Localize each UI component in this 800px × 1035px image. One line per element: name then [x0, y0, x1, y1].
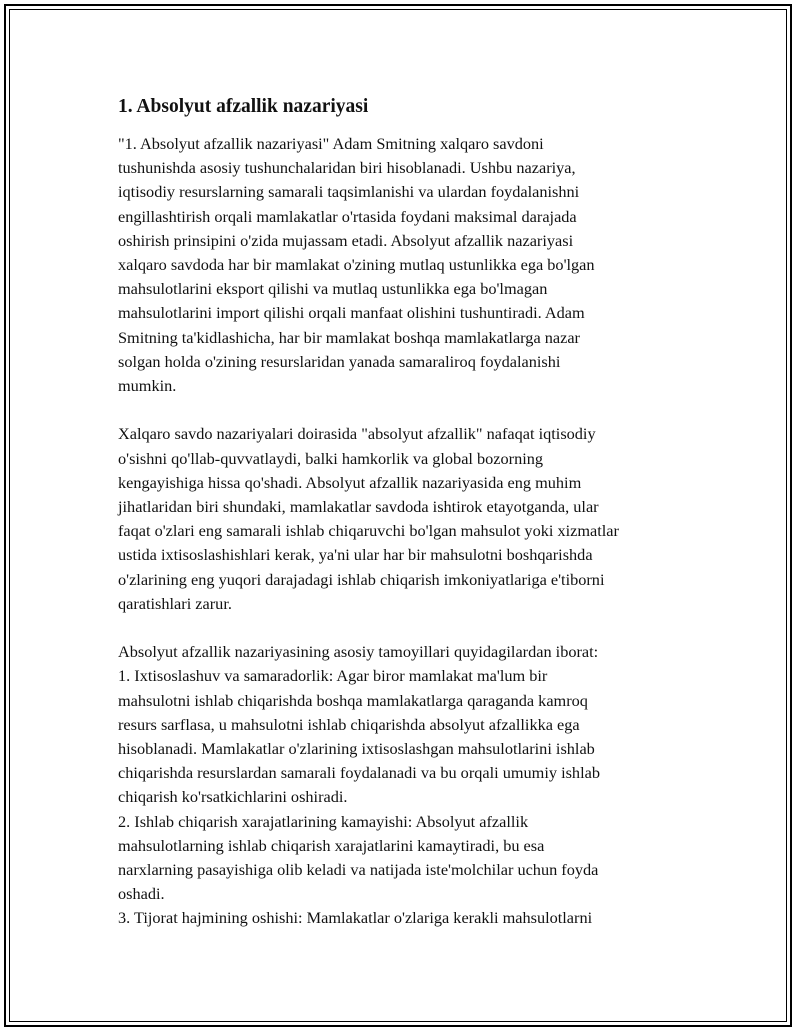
list-item-line: mahsulotni ishlab chiqarishda boshqa mamlakatlarga qaraganda kamroq	[118, 690, 588, 710]
paragraph-line: engillashtirish orqali mamlakatlar o'rtasida foydani maksimal darajada	[118, 206, 577, 226]
list-item-line: oshadi.	[118, 884, 165, 904]
paragraph-line: xalqaro savdoda har bir mamlakat o'zining mutlaq ustunlikka ega bo'lgan	[118, 255, 595, 275]
paragraph-line: o'zlarining eng yuqori darajadagi ishlab chiqarish imkoniyatlariga e'tiborni	[118, 569, 605, 589]
paragraph-line: solgan holda o'zining resurslaridan yanada samaraliroq foydalanishi	[118, 351, 561, 371]
paragraph-line: tushunishda asosiy tushunchalaridan biri hisoblanadi. Ushbu nazariya,	[118, 158, 576, 178]
list-item-line: narxlarning pasayishiga olib keladi va natijada iste'molchilar uchun foyda	[118, 860, 599, 880]
paragraph-line: mahsulotlarini import qilishi orqali manfaat olishini tushuntiradi. Adam	[118, 303, 585, 323]
list-item-line: 3. Tijorat hajmining oshishi: Mamlakatlar o'zlariga kerakli mahsulotlarni	[118, 908, 593, 928]
document-body	[118, 94, 698, 955]
paragraph-line: oshirish prinsipini o'zida mujassam etadi. Absolyut afzallik nazariyasi	[118, 230, 574, 250]
paragraph-line: Absolyut afzallik nazariyasining asosiy tamoyillari quyidagilardan iborat:	[118, 642, 599, 662]
paragraph-3	[118, 640, 698, 930]
paragraph-line: iqtisodiy resurslarning samarali taqsimlanishi va ulardan foydalanishni	[118, 182, 580, 202]
section-heading: 1. Absolyut afzallik nazariyasi	[118, 96, 369, 117]
paragraph-line: Xalqaro savdo nazariyalari doirasida "absolyut afzallik" nafaqat iqtisodiy	[118, 424, 596, 444]
paragraph-line: Smitning ta'kidlashicha, har bir mamlakat boshqa mamlakatlarga nazar	[118, 327, 580, 347]
paragraph-line: ustida ixtisoslashishlari kerak, ya'ni ular har bir mahsulotni boshqarishda	[118, 545, 593, 565]
paragraph-line: o'sishni qo'llab-quvvatlaydi, balki hamkorlik va global bozorning	[118, 448, 544, 468]
list-item-line: 1. Ixtisoslashuv va samaradorlik: Agar biror mamlakat ma'lum bir	[118, 666, 548, 686]
list-item-line: chiqarishda resurslardan samarali foydalanadi va bu orqali umumiy ishlab	[118, 763, 600, 783]
list-item-line: resurs sarflasa, u mahsulotni ishlab chiqarishda absolyut afzallikka ega	[118, 714, 580, 734]
paragraph-line: faqat o'zlari eng samarali ishlab chiqaruvchi bo'lgan mahsulot yoki xizmatlar	[118, 521, 619, 541]
paragraph-2	[118, 422, 698, 616]
paragraph-line: jihatlaridan biri shundaki, mamlakatlar savdoda ishtirok etayotganda, ular	[118, 497, 599, 517]
paragraph-line: mahsulotlarini eksport qilishi va mutlaq ustunlikka ega bo'lmagan	[118, 279, 548, 299]
paragraph-1	[118, 132, 698, 398]
paragraph-line: qaratishlari zarur.	[118, 593, 232, 613]
paragraph-line: "1. Absolyut afzallik nazariyasi" Adam Smitning xalqaro savdoni	[118, 134, 544, 153]
paragraph-line: kengayishiga hissa qo'shadi. Absolyut afzallik nazariyasida eng muhim	[118, 472, 582, 492]
list-item-line: 2. Ishlab chiqarish xarajatlarining kamayishi: Absolyut afzallik	[118, 811, 529, 831]
list-item-line: mahsulotlarning ishlab chiqarish xarajatlarini kamaytiradi, bu esa	[118, 835, 545, 855]
paragraph-line: mumkin.	[118, 376, 177, 396]
list-item-line: chiqarish ko'rsatkichlarini oshiradi.	[118, 787, 348, 807]
list-item-line: hisoblanadi. Mamlakatlar o'zlarining ixtisoslashgan mahsulotlarini ishlab	[118, 739, 595, 759]
